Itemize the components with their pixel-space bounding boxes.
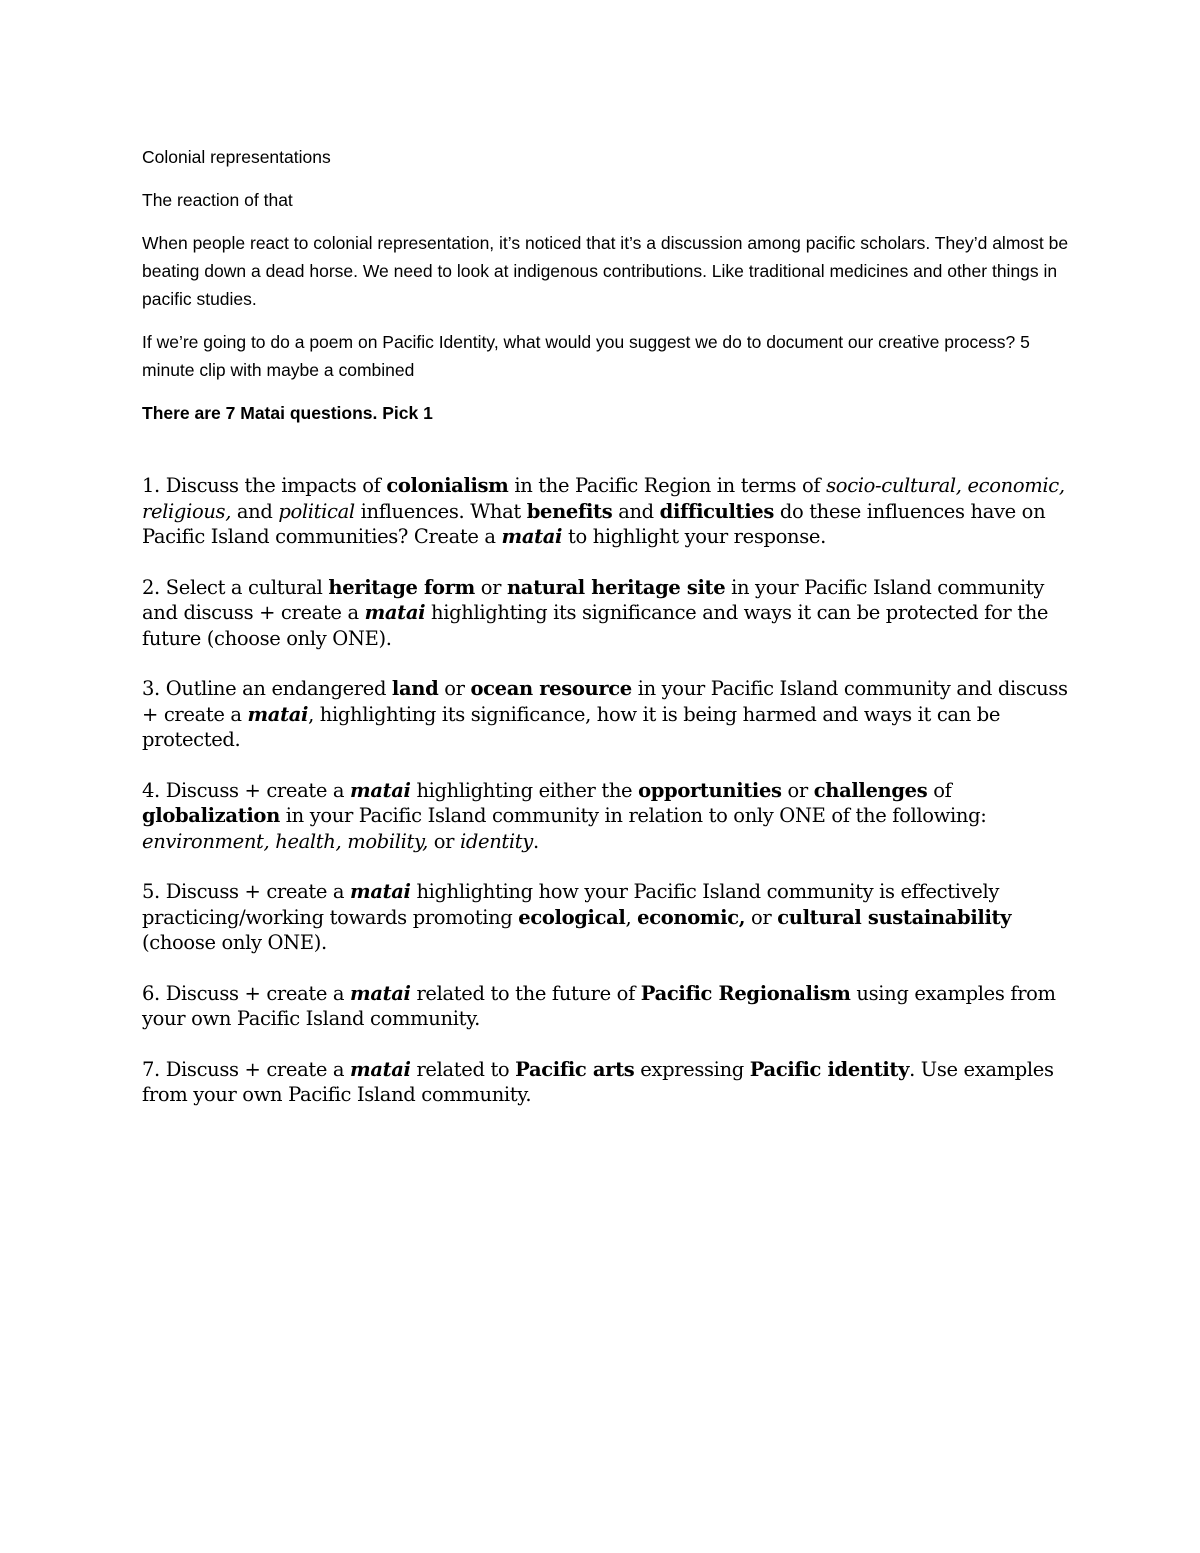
emphasis-text: environment, health, mobility, [142, 829, 428, 853]
emphasis-text: economic, [637, 905, 746, 929]
emphasis-text: natural heritage site [506, 575, 726, 599]
emphasis-text: Pacific Regionalism [640, 981, 851, 1005]
emphasis-text: difficulties [659, 499, 774, 523]
question-text: 3. Outline an endangered [142, 677, 392, 700]
notes-subtitle: The reaction of that [142, 190, 293, 210]
question-text: , highlighting its significance, how it is being harmed and ways it can be protected. [142, 702, 1001, 751]
questions-list [142, 473, 1077, 1133]
question-text: or [781, 778, 814, 802]
emphasis-text: ecological [518, 905, 626, 929]
emphasis-text: identity [460, 829, 533, 853]
emphasis-text: matai [350, 778, 411, 802]
question-text: in your Pacific Island community and discuss + create a [142, 677, 1068, 726]
question-item [142, 575, 1077, 652]
question-text: to highlight your response. [562, 525, 826, 548]
question-text: highlighting how your Pacific Island community is effectively practicing/working towards promoting [142, 880, 1000, 929]
notes-paragraph: When people react to colonial representation, it’s noticed that it’s a discussion among pacific scholars. They’d almost be beating down a dead horse. We need to look at indigenous contributions. Like traditional medicines and other things in pacific studies. [142, 233, 1069, 309]
question-item [142, 1057, 1077, 1108]
emphasis-text: benefits [526, 499, 613, 523]
question-text: highlighting either the [410, 778, 639, 802]
question-text: or [438, 677, 471, 700]
notes-title: Colonial representations [142, 147, 331, 167]
emphasis-text: Pacific arts [515, 1057, 635, 1081]
question-item [142, 676, 1077, 753]
questions-heading: There are 7 Matai questions. Pick 1 [142, 403, 433, 423]
question-text: or [474, 575, 507, 599]
emphasis-text: colonialism [386, 474, 509, 497]
question-text: . Use examples from your own Pacific Island community. [142, 1057, 1054, 1106]
question-text: or [745, 905, 778, 929]
question-text: 2. Select a cultural [142, 575, 329, 599]
emphasis-text: Pacific identity [749, 1057, 910, 1081]
question-text: and [231, 499, 279, 523]
emphasis-text: matai [350, 880, 411, 903]
emphasis-text: matai [247, 702, 309, 726]
question-text: , [625, 905, 638, 929]
question-text: influences. What [354, 499, 527, 523]
emphasis-text: heritage form [328, 575, 475, 599]
notes-paragraph: If we’re going to do a poem on Pacific Identity, what would you suggest we do to document our creative process? 5 minute clip with maybe a combined [142, 332, 1030, 380]
question-item [142, 879, 1077, 956]
question-item [142, 981, 1077, 1032]
emphasis-text: globalization [142, 804, 280, 827]
notes-section [142, 143, 1072, 427]
question-item [142, 778, 1077, 855]
question-text: 5. Discuss + create a [142, 880, 351, 903]
question-text: . [532, 829, 539, 853]
question-text: of [927, 778, 952, 802]
question-text: and [612, 499, 660, 523]
emphasis-text: matai [364, 601, 426, 624]
question-text: related to the future of [410, 981, 641, 1005]
question-text: or [427, 829, 460, 853]
question-text: 1. Discuss the impacts of [142, 474, 387, 497]
emphasis-text: opportunities [638, 778, 782, 802]
question-text: related to [410, 1057, 516, 1081]
emphasis-text: land [391, 677, 439, 700]
question-text: in the Pacific Region in terms of [508, 474, 827, 497]
question-text: 6. Discuss + create a [142, 981, 351, 1005]
question-text: 7. Discuss + create a [142, 1057, 351, 1081]
question-text: in your Pacific Island community and discuss + create a [142, 575, 1045, 624]
question-text: expressing [634, 1057, 750, 1081]
emphasis-text: political [278, 499, 355, 523]
emphasis-text: matai [350, 1057, 411, 1081]
emphasis-text: matai [350, 981, 411, 1005]
emphasis-text: socio-cultural, economic, religious, [142, 474, 1065, 523]
question-text: using examples from your own Pacific Island community. [142, 981, 1056, 1030]
question-text: do these influences have on Pacific Island communities? Create a [142, 499, 1046, 548]
question-text: highlighting its significance and ways it can be protected for the future (choose only ONE). [142, 601, 1049, 650]
question-text: (choose only ONE). [142, 931, 327, 954]
question-text: in your Pacific Island community in relation to only ONE of the following: [279, 804, 987, 827]
question-text: 4. Discuss + create a [142, 778, 351, 802]
question-item [142, 473, 1077, 550]
emphasis-text: challenges [813, 778, 928, 802]
emphasis-text: cultural sustainability [777, 905, 1012, 929]
emphasis-text: ocean resource [470, 677, 632, 700]
emphasis-text: matai [501, 525, 563, 548]
